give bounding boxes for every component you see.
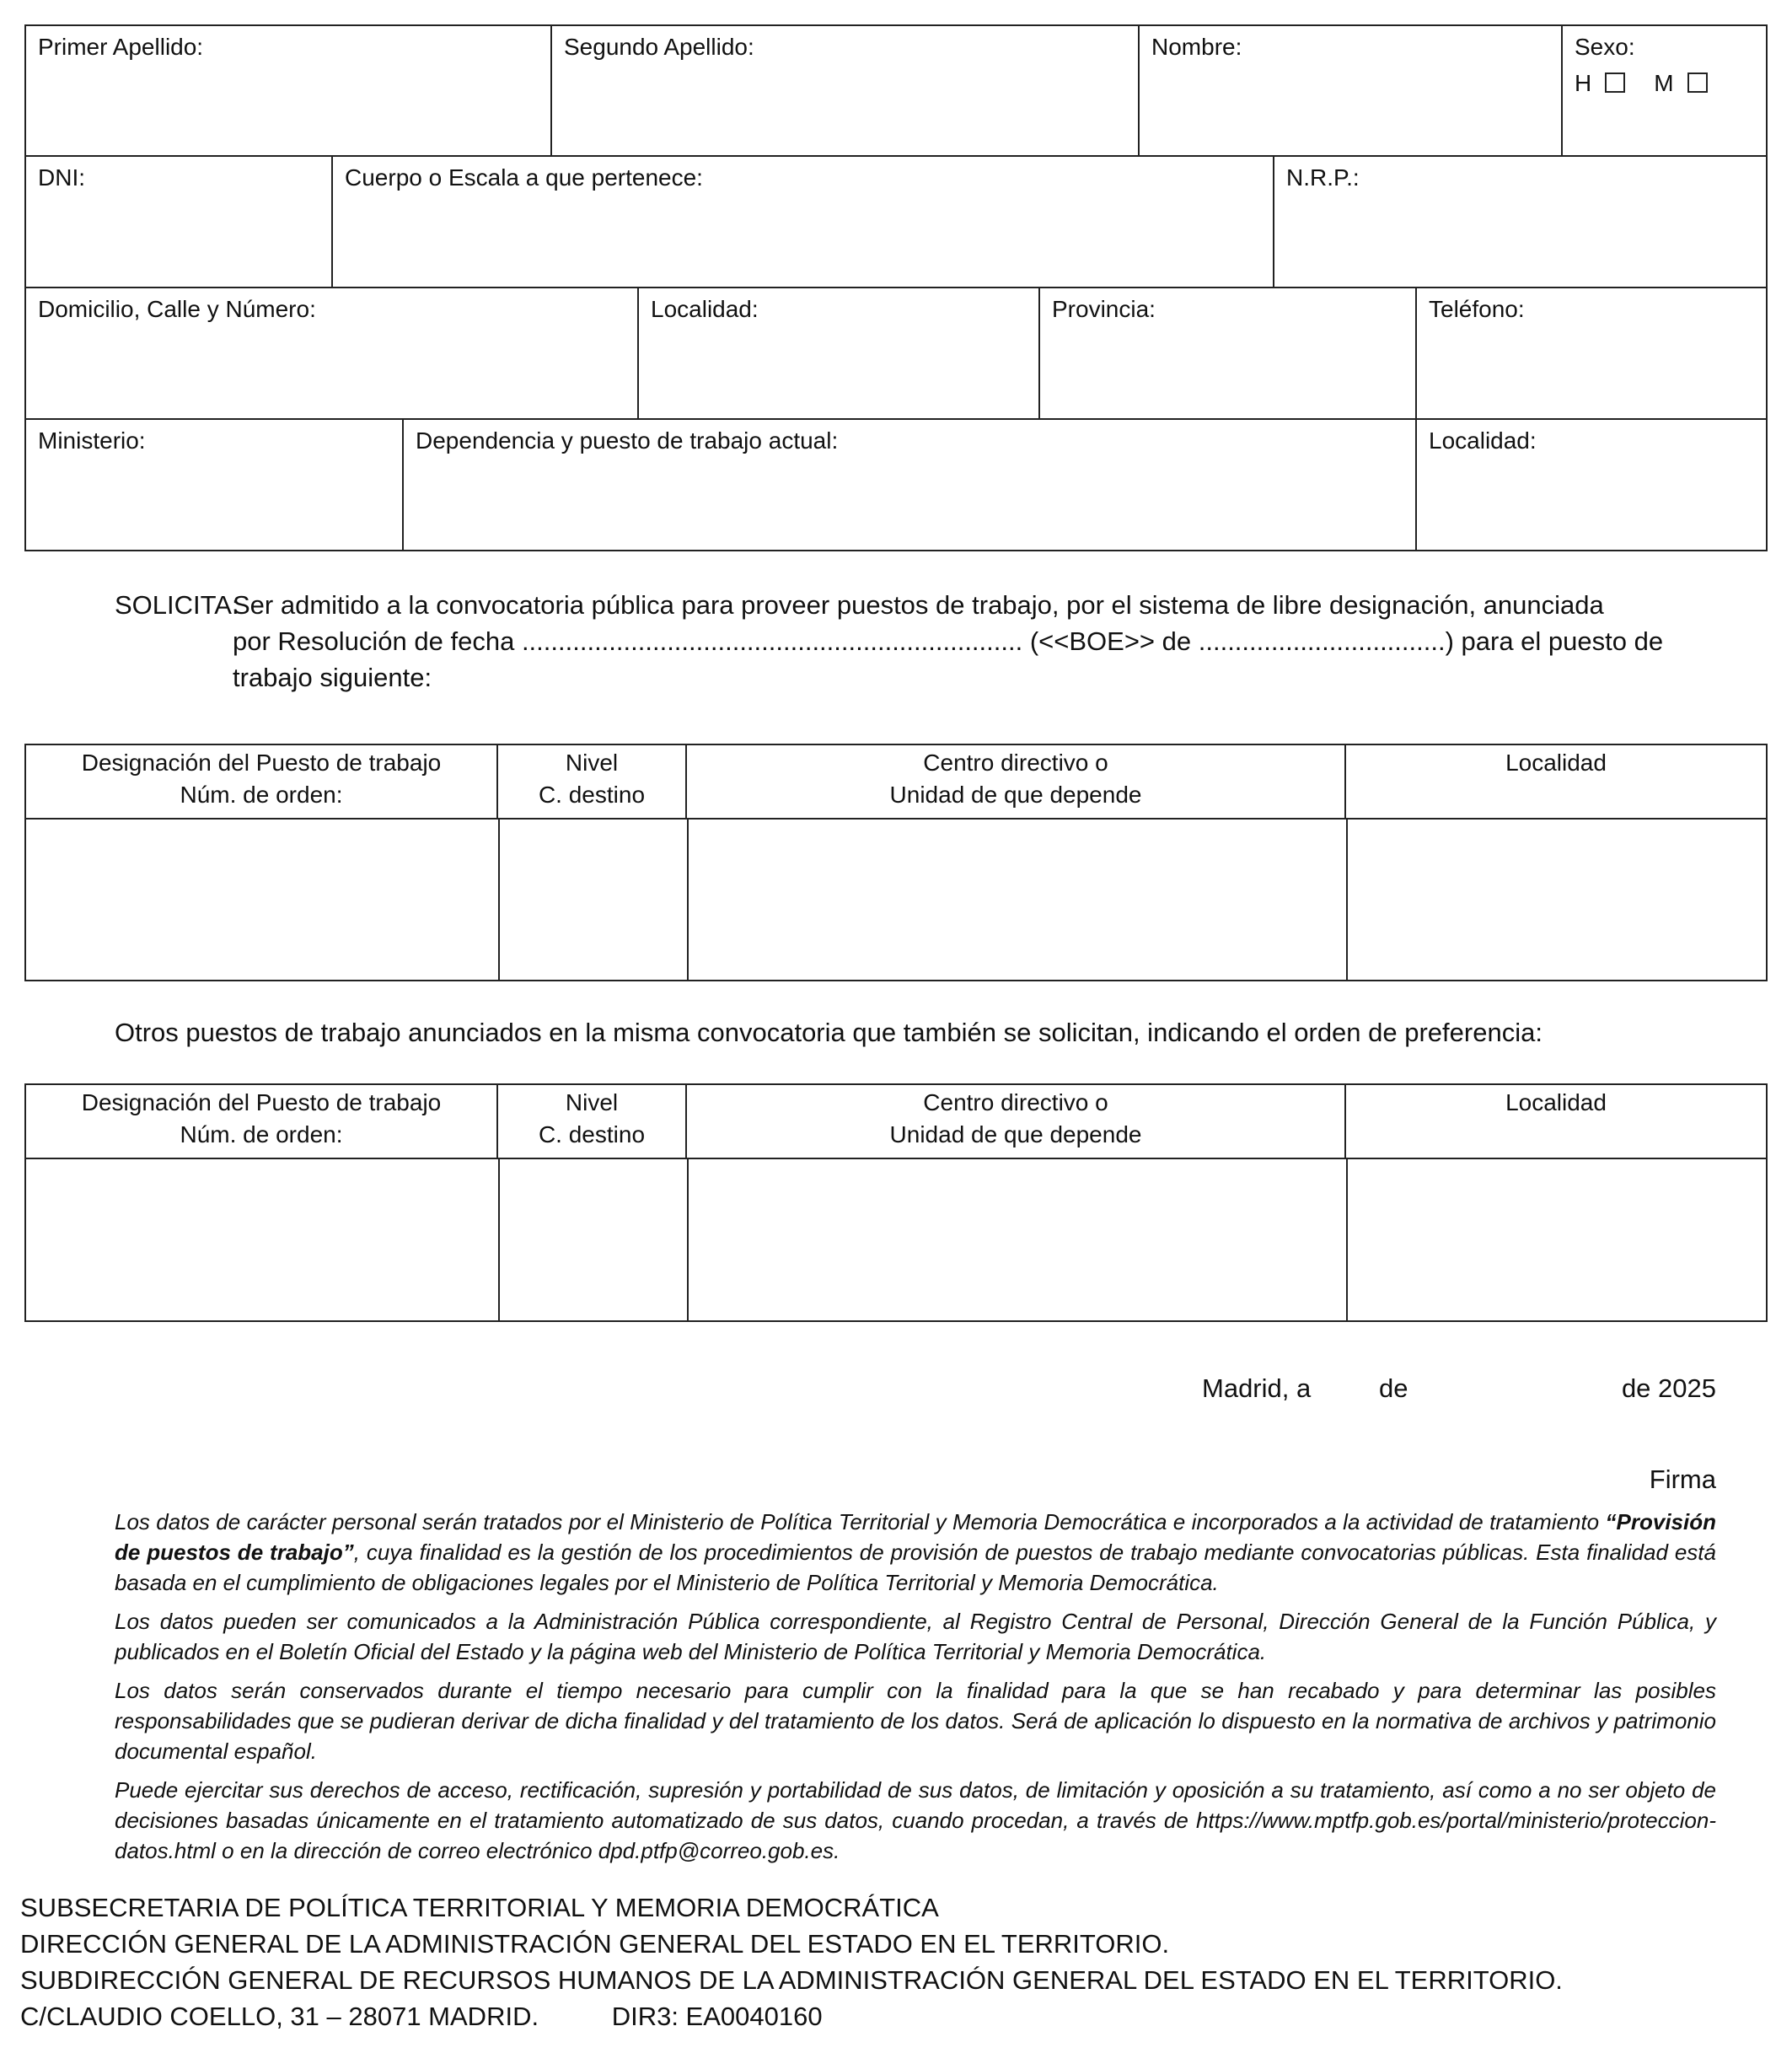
header-centro: Centro directivo o Unidad de que depende xyxy=(687,1085,1346,1158)
localidad-label: Localidad: xyxy=(651,296,759,322)
sexo-h-label: H xyxy=(1575,70,1592,96)
domicilio-label: Domicilio, Calle y Número: xyxy=(38,296,316,322)
designacion-input[interactable] xyxy=(26,1159,498,1320)
centro-input[interactable] xyxy=(689,1159,1346,1320)
solicita-line-3: trabajo siguiente: xyxy=(233,663,432,692)
legal-paragraph-2: Los datos pueden ser comunicados a la Administración Pública correspondiente, al Registro Central de Personal, Dirección General de la Función Pública, y publicados en el Boletín Oficial del Estado y la página web del Ministerio de Política Territorial y Memoria Democrática. xyxy=(115,1609,1716,1664)
dependencia-field[interactable] xyxy=(404,420,1417,550)
dni-field[interactable] xyxy=(26,157,333,288)
solicita-paragraph xyxy=(115,587,1738,696)
firma-label: Firma xyxy=(1649,1465,1716,1494)
centro-input[interactable] xyxy=(689,820,1346,980)
localidad-input[interactable] xyxy=(1348,820,1766,980)
sexo-m-checkbox[interactable] xyxy=(1687,73,1708,93)
solicita-label: SOLICITA: xyxy=(115,590,239,620)
date-year-label: de 2025 xyxy=(1621,1373,1716,1403)
localidad2-field[interactable] xyxy=(1417,420,1766,550)
nombre-field[interactable] xyxy=(1140,26,1563,157)
personal-data-table xyxy=(24,24,1768,551)
otros-puestos-text: Otros puestos de trabajo anunciados en la misma convocatoria que también se solicitan, indicando el orden de preferencia: xyxy=(115,1018,1543,1047)
nrp-label: N.R.P.: xyxy=(1286,164,1360,191)
nrp-field[interactable] xyxy=(1274,157,1766,288)
provincia-label: Provincia: xyxy=(1052,296,1156,322)
footer-line-3: SUBDIRECCIÓN GENERAL DE RECURSOS HUMANOS DE LA ADMINISTRACIÓN GENERAL DEL ESTADO EN EL TERRITORIO. xyxy=(20,1965,1563,1995)
header-centro: Centro directivo o Unidad de que depende xyxy=(687,745,1346,818)
footer-line-2: DIRECCIÓN GENERAL DE LA ADMINISTRACIÓN GENERAL DEL ESTADO EN EL TERRITORIO. xyxy=(20,1929,1170,1959)
dependencia-label: Dependencia y puesto de trabajo actual: xyxy=(416,427,839,454)
dni-label: DNI: xyxy=(38,164,85,191)
footer-line-1: SUBSECRETARIA DE POLÍTICA TERRITORIAL Y MEMORIA DEMOCRÁTICA xyxy=(20,1893,939,1922)
sexo-m-label: M xyxy=(1654,70,1674,96)
nivel-input[interactable] xyxy=(500,1159,687,1320)
footer-address-street: C/CLAUDIO COELLO, 31 – 28071 MADRID. xyxy=(20,2002,539,2031)
telefono-label: Teléfono: xyxy=(1429,296,1525,322)
footer-address xyxy=(20,1889,1773,2034)
date-line xyxy=(1202,1370,1716,1407)
ministerio-field[interactable] xyxy=(26,420,404,550)
header-localidad: Localidad xyxy=(1505,1089,1607,1115)
header-nivel: Nivel C. destino xyxy=(498,745,687,818)
date-de-label: de xyxy=(1379,1373,1408,1403)
sexo-label: Sexo: xyxy=(1575,34,1635,60)
footer-dir3: DIR3: EA0040160 xyxy=(611,2002,823,2031)
legal-paragraph-1: Los datos de carácter personal serán tratados por el Ministerio de Política Territorial y Memoria Democrática e incorporados a la actividad de tratamiento “Provisión de puestos de trabajo”, cuya finalidad es la gestión de los procedimientos de provisión de puestos de trabajo mediante convocatorias públicas. Esta finalidad está basada en el cumplimiento de obligaciones legales por el Ministerio de Política Territorial y Memoria Democrática. xyxy=(115,1509,1716,1595)
sexo-field xyxy=(1563,26,1766,157)
provincia-field[interactable] xyxy=(1040,288,1417,420)
sexo-h-checkbox[interactable] xyxy=(1605,73,1625,93)
solicita-line-2: por Resolución de fecha ..................................................................... (<<BOE>> de ..................................) para el puesto de xyxy=(233,626,1664,656)
domicilio-field[interactable] xyxy=(26,288,639,420)
telefono-field[interactable] xyxy=(1417,288,1766,420)
legal-paragraph-3: Los datos serán conservados durante el tiempo necesario para cumplir con la finalidad para la que se han recabado y para determinar las posibles responsabilidades que se pudieran derivar de dicha finalidad y del tratamiento de los datos. Será de aplicación lo dispuesto en la normativa de archivos y patrimonio documental español. xyxy=(115,1678,1716,1764)
date-madrid-label: Madrid, a xyxy=(1202,1373,1312,1403)
footer-line-4 xyxy=(20,1998,1773,2034)
legal-paragraph-4: Puede ejercitar sus derechos de acceso, rectificación, supresión y portabilidad de sus datos, de limitación y oposición a su tratamiento, así como a no ser objeto de decisiones basadas únicamente en el tratamiento automatizado de sus datos, cuando procedan, a través de https://www.mptfp.gob.es/portal/ministerio/proteccion-datos.html o en la dirección de correo electrónico dpd.ptfp@correo.gob.es. xyxy=(115,1777,1716,1863)
ministerio-label: Ministerio: xyxy=(38,427,146,454)
header-designacion: Designación del Puesto de trabajo Núm. de orden: xyxy=(26,1085,498,1158)
nivel-input[interactable] xyxy=(500,820,687,980)
solicita-line-1: Ser admitido a la convocatoria pública para proveer puestos de trabajo, por el sistema de libre designación, anunciada xyxy=(233,590,1604,620)
data-protection-notice xyxy=(115,1507,1716,1874)
job-table-primary xyxy=(24,744,1768,981)
primer-apellido-label: Primer Apellido: xyxy=(38,34,204,60)
primer-apellido-field[interactable] xyxy=(26,26,552,157)
header-nivel: Nivel C. destino xyxy=(498,1085,687,1158)
segundo-apellido-field[interactable] xyxy=(552,26,1140,157)
segundo-apellido-label: Segundo Apellido: xyxy=(564,34,754,60)
localidad-input[interactable] xyxy=(1348,1159,1766,1320)
job-table-others xyxy=(24,1083,1768,1322)
nombre-label: Nombre: xyxy=(1151,34,1242,60)
header-designacion: Designación del Puesto de trabajo Núm. de orden: xyxy=(26,745,498,818)
designacion-input[interactable] xyxy=(26,820,498,980)
cuerpo-label: Cuerpo o Escala a que pertenece: xyxy=(345,164,703,191)
localidad-field[interactable] xyxy=(639,288,1040,420)
cuerpo-field[interactable] xyxy=(333,157,1274,288)
localidad2-label: Localidad: xyxy=(1429,427,1537,454)
header-localidad: Localidad xyxy=(1505,750,1607,776)
